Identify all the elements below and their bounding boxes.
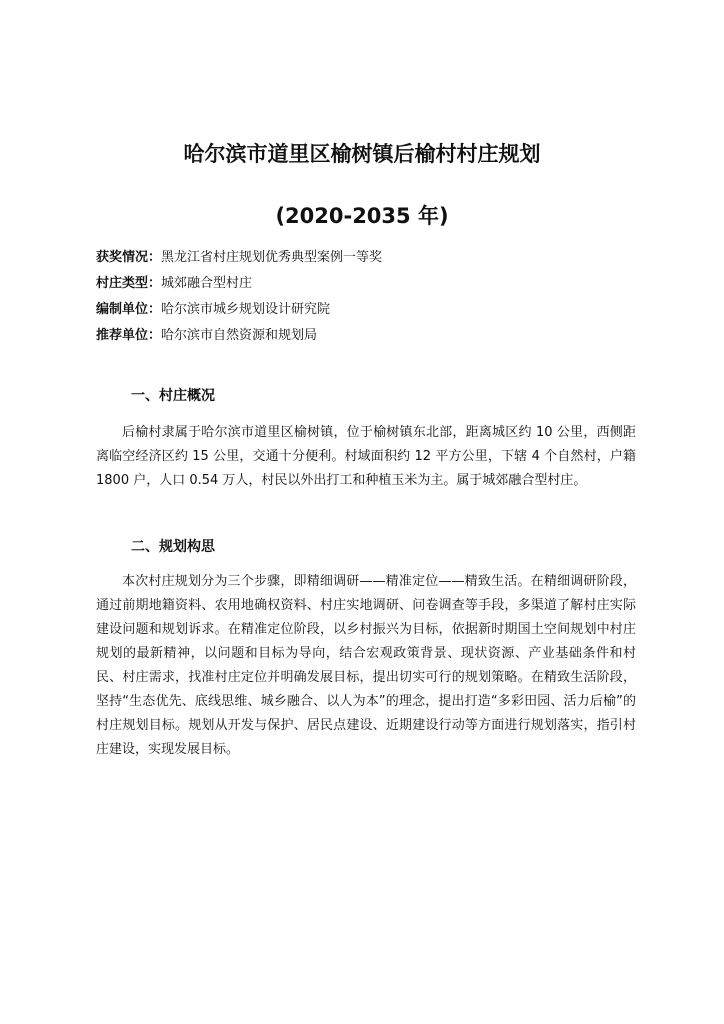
document-years: (2020-2035 年) [275,204,449,228]
meta-value: 黑龙江省村庄规划优秀典型案例一等奖 [161,250,383,265]
section-body-concept: 本次村庄规划分为三个步骤，即精细调研——精准定位——精致生活。在精细调研阶段，通过前期地籍资料、农用地确权资料、村庄实地调研、问卷调查等手段，多渠道了解村庄实际建设问题和规划诉求。在精准定位阶段，以乡村振兴为目标，依据新时期国土空间规划中村庄规划的最新精神，以问题和目标为导向，结合宏观政策背景、现状资源、产业基础条件和村民、村庄需求，找准村庄定位并明确发展目标，提出切实可行的规划策略。在精致生活阶段，坚持“生态优先、底线思维、城乡融合、以人为本”的理念，提出打造“多彩田园、活力后榆”的村庄规划目标。规划从开发与保护、居民点建设、近期建设行动等方面进行规划落实，指引村庄建设，实现发展目标。 [96,574,636,757]
meta-label: 编制单位： [96,302,162,317]
section-heading-concept: 二、规划构思 [131,539,215,555]
document-title: 哈尔滨市道里区榆树镇后榆村村庄规划 [183,142,541,166]
meta-row-type [96,271,656,297]
section-body-overview: 后榆村隶属于哈尔滨市道里区榆树镇，位于榆树镇东北部，距离城区约 10 公里，西侧距离临空经济区约 15 公里，交通十分便利。村域面积约 12 平方公里，下辖 4 个自然村，户籍 1800 户，人口 0.54 万人，村民以外出打工和种植玉米为主。属于城郊融合型村庄。 [96,425,636,488]
meta-value: 哈尔滨市自然资源和规划局 [161,328,318,343]
meta-block [96,245,656,349]
meta-label: 村庄类型： [96,276,162,291]
meta-value: 城郊融合型村庄 [161,276,253,291]
meta-row-compiler [96,297,656,323]
meta-value: 哈尔滨市城乡规划设计研究院 [161,302,331,317]
meta-label: 推荐单位： [96,328,162,343]
meta-label: 获奖情况： [96,250,162,265]
meta-row-award [96,245,656,271]
meta-row-recommender [96,323,656,349]
section-heading-overview: 一、村庄概况 [131,388,215,404]
